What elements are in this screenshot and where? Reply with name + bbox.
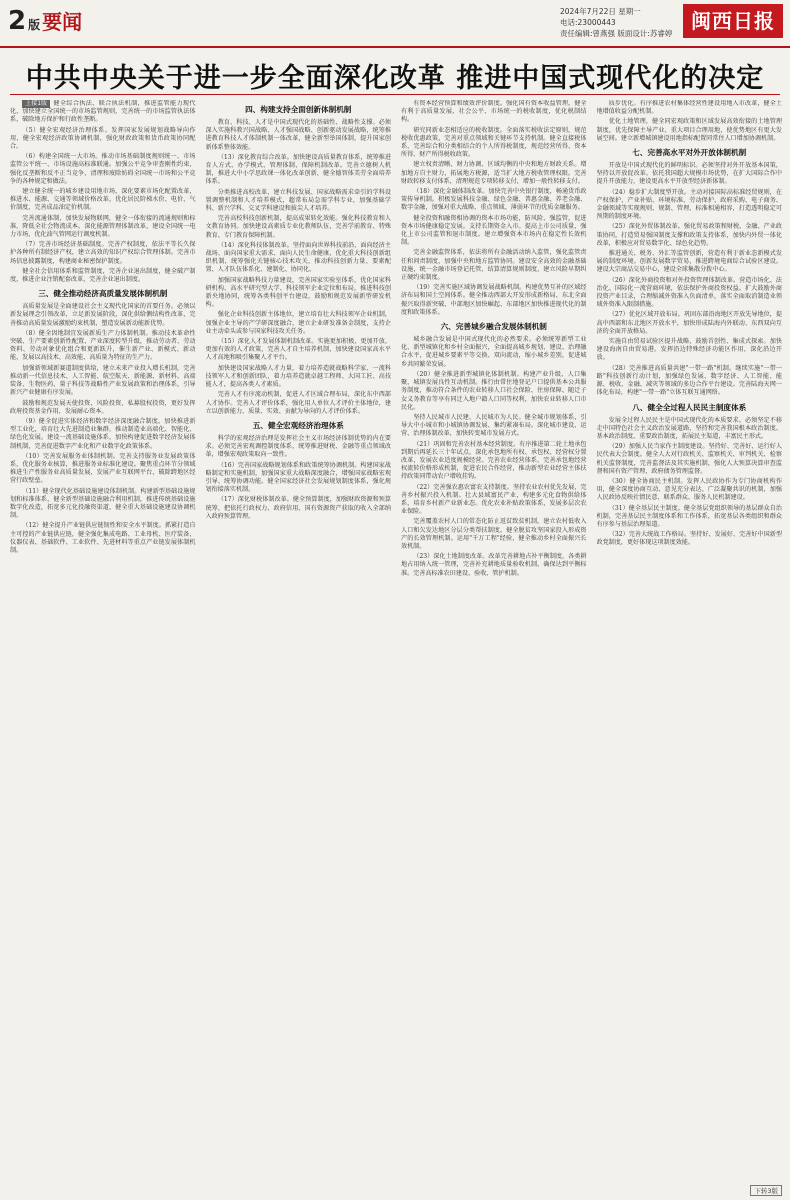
paragraph-text: 研究同新业态相适应的税收制度。全面落实税收法定原则，规范税收优惠政策，完善对重点领域和关键环节支持机制。健全直接税体系，完善综合和分类相结合的个人所得税制度，规范经营所得、资本所得、财产所得税收政策。	[401, 126, 587, 159]
article-paragraph	[10, 100, 196, 125]
article-paragraph	[206, 338, 392, 363]
paragraph-text: （15）深化人才发展体制机制改革。实施更加积极、更加开放、更加有效的人才政策，完善人才自主培养机制，加快建设国家高水平人才高地和吸引集聚人才平台。	[205, 338, 391, 362]
paragraph-text: 建立健全统一的城乡建设用地市场，深化要素市场化配置改革，推进水、能源、交通等领域价格改革，优化居民阶梯水价、电价、气价制度，完善成品油定价机制。	[10, 188, 196, 212]
page-number: 2	[8, 6, 27, 36]
paragraph-text: （29）加强人民当家作主制度建设。坚持好、完善好、运行好人民代表大会制度。健全人大对行政机关、监察机关、审判机关、检察机关监督制度，完善监督法及其实施机制，强化人大预算决算审查监督和国有资产管理、政府债务管理监督。	[596, 443, 782, 475]
article-paragraph	[10, 215, 196, 240]
paragraph-text: （7）完善市场经济基础制度。完善产权制度，依法平等长久保护各种所有制经济产权，建立高效的知识产权综合管理体制。完善市场信息披露制度，构建商业秘密保护制度。	[10, 241, 196, 265]
article-paragraph	[597, 338, 783, 363]
paragraph-text: （31）健全基层民主制度。健全基层党组织领导的基层群众自治机制，完善基层民主制度体系和工作体系，拓宽基层各类组织和群众有序参与基层治理渠道。	[596, 504, 782, 528]
section-heading	[597, 403, 783, 413]
article-paragraph	[597, 531, 783, 547]
article-paragraph	[10, 330, 196, 363]
masthead	[0, 0, 790, 48]
paragraph-text: 完善金融监管体系，依法将所有金融活动纳入监管，强化监管责任和问责制度，加强中央和地方监管协同。建设安全高效的金融基础设施，统一金融市场登记托管、结算清算规则制度，建立风险早期纠正硬约束制度。	[401, 249, 587, 282]
paragraph-text: 加强新领域新赛道制度供给，建立未来产业投入增长机制，完善推动新一代信息技术、人工智能、航空航天、新能源、新材料、高端装备、生物医药、量子科技等战略性产业发展政策和治理体系，引导新兴产业健康有序发展。	[10, 364, 196, 397]
section-heading	[206, 421, 392, 431]
paragraph-text: 优化土地管理，健全同宏观政策和区域发展高效衔接的土地管理制度，优先保障主导产业、重大项目合理用地，使优势地区有更大发展空间。建立新增城镇建设用地指标配置同常住人口增加协调机制。	[596, 118, 782, 142]
article-paragraph	[10, 453, 196, 486]
article-column	[401, 100, 587, 1190]
paragraph-text: 完善人才有序流动机制，促进人才区域合理布局，深化东中西部人才协作。完善人才评价体系，强化用人单位人才评价主体地位，建立以创新能力、质量、实效、贡献为导向的人才评价体系。	[205, 391, 391, 415]
article-paragraph	[401, 161, 587, 186]
section-heading	[401, 322, 587, 332]
article-paragraph	[597, 162, 783, 187]
paragraph-text: 实施自由贸易试验区提升战略，鼓励首创性、集成式探索。加快建设海南自由贸易港。发挥沿边特殊经济功能区作用，深化沿边开放。	[596, 338, 782, 362]
article-paragraph	[597, 443, 783, 476]
article-paragraph	[597, 118, 783, 143]
article-paragraph	[401, 100, 587, 125]
article-paragraph	[206, 435, 392, 460]
paragraph-text: 城乡融合发展是中国式现代化的必然要求。必须统筹新型工业化、新型城镇化和乡村全面振兴，全面提高城乡规划、建设、治理融合水平，促进城乡要素平等交换、双向流动，缩小城乡差别，促进城乡共同繁荣发展。	[401, 336, 587, 368]
paragraph-text: 开放是中国式现代化的鲜明标识。必须坚持对外开放基本国策，坚持以开放促改革，依托我国超大规模市场优势，在扩大国际合作中提升开放能力，建设更高水平开放型经济新体制。	[596, 162, 782, 186]
article-paragraph	[206, 496, 392, 521]
paragraph-text: （20）健全推进新型城镇化体制机制。构建产业升级、人口集聚、城镇发展良性互动机制。推行由常住地登记户口提供基本公共服务制度，推动符合条件的农业转移人口社会保险、住房保障、随迁子女义务教育等享有同迁入地户籍人口同等权利，加快农业转移人口市民化。	[401, 370, 587, 411]
paragraph-text: （5）健全宏观经济治理体系。发挥国家发展规划战略导向作用，健全宏观经济政策协调机制，强化财政政策和货币政策协同配合。	[10, 126, 196, 151]
article-paragraph	[401, 518, 587, 551]
paragraph-text: （27）优化区域开放布局。巩固东部沿海地区开放先导地位，提高中西部和东北地区开放水平，加快形成陆海内外联动、东西双向互济的全面开放格局。	[596, 311, 782, 335]
paragraph-text: 五、健全宏观经济治理体系	[252, 420, 344, 430]
paragraph-text: 完善流通体制，加快发展物联网，健全一体衔接的流通规则和标准，降低全社会物流成本。深化能源管理体制改革，建设全国统一电力市场，优化油气管网运行调度机制。	[10, 214, 196, 239]
article-paragraph	[401, 441, 587, 482]
issue-editors: 责任编辑:曾燕强 版面设计:苏睿婷	[560, 29, 673, 38]
paragraph-text: （19）完善实施区域协调发展战略机制。构建优势互补的区域经济布局和国土空间体系。健全推动西部大开发形成新格局、东北全面振兴取得新突破、中部地区加快崛起、东部地区加快推进现代化的制度和政策体系。	[401, 284, 587, 316]
article-paragraph	[597, 100, 783, 116]
article-paragraph	[10, 522, 196, 555]
article-paragraph	[597, 223, 783, 248]
paragraph-text: 六、完善城乡融合发展体制机制	[440, 322, 547, 332]
article-paragraph	[206, 277, 392, 310]
article-paragraph	[597, 277, 783, 310]
article-paragraph	[10, 241, 196, 266]
paragraph-text: 完善高校科技创新机制，提高成果转化效能。强化科技教育和人文教育协同。加快建设高素质专业化教师队伍，完善学前教育、特殊教育、专门教育保障机制。	[205, 215, 391, 239]
paragraph-text: （14）深化科技体制改革。坚持面向世界科技前沿、面向经济主战场、面向国家重大需求、面向人民生命健康，优化重大科技创新组织机制，统筹强化关键核心技术攻关，推动科技创新力量、要素配置、人才队伍体系化、建制化、协同化。	[205, 241, 391, 274]
article-paragraph	[206, 391, 392, 416]
article-columns	[10, 100, 782, 1190]
article-paragraph	[401, 249, 587, 282]
article-column	[206, 100, 392, 1190]
paragraph-text: 健全社会信用体系和监管制度，完善企业退出制度，健全破产制度，推进企业注销配套改革，完善企业退出制度。	[10, 267, 196, 284]
article-paragraph	[401, 553, 587, 578]
paragraph-text: 健全投资和融资相协调的资本市场功能，防风险、强监管，促进资本市场健康稳定发展。支持长期资金入市。提高上市公司质量，强化上市公司监管和退市制度。建立增强资本市场内在稳定性长效机制。	[401, 214, 587, 247]
article-paragraph	[10, 127, 196, 152]
article-paragraph	[401, 484, 587, 517]
article-paragraph	[10, 365, 196, 398]
section-name: 要闻	[42, 10, 83, 34]
article-paragraph	[206, 242, 392, 275]
article-paragraph	[206, 154, 392, 187]
section-heading	[597, 148, 783, 158]
paragraph-text: 建立权责清晰、财力协调、区域均衡的中央和地方财政关系。增加地方自主财力，拓展地方税源，适当扩大地方税收管理权限。完善财政转移支付体系，清理规范专项转移支付，增加一般性转移支付。	[401, 161, 587, 185]
article-paragraph	[10, 188, 196, 213]
article-column	[597, 100, 783, 1190]
paragraph-text: （17）深化财税体制改革。健全预算制度，加强财政资源和预算统筹，把依托行政权力、政府信用、国有资源资产获取的收入全部纳入政府预算管理。	[205, 496, 391, 520]
article-paragraph	[206, 365, 392, 390]
article-paragraph	[10, 400, 196, 416]
article-paragraph	[10, 268, 196, 284]
paragraph-text: （22）完善强农惠农富农支持制度。坚持农业农村优先发展，完善乡村振兴投入机制。壮大县域富民产业，构建多元化食物供给体系，培育乡村新产业新业态。优化农业补贴政策体系，发展多层次农业保险。	[401, 483, 587, 516]
continued-on-tag: 下转3版	[750, 1185, 782, 1196]
paragraph-text: （26）深化外商投资和对外投资管理体制改革。营造市场化、法治化、国际化一流营商环境，依法保护外商投资权益。扩大鼓励外商投资产业目录，合理缩减外资准入负面清单，落实全面取消制造业领域外资准入限制措施。	[596, 276, 782, 309]
article-paragraph	[401, 371, 587, 412]
paragraph-text: （28）完善推进高质量共建"一带一路"机制。继续实施"一带一路"科技创新行动计划，加强绿色发展、数字经济、人工智能、能源、税收、金融、减灾等领域的多边合作平台建设。完善陆海天网一体化布局，构建"一带一路"立体互联互通网络。	[596, 364, 782, 397]
paragraph-text: 八、健全全过程人民民主制度体系	[632, 402, 747, 412]
paragraph-text: （12）健全提升产业链供应链韧性和安全水平制度。抓紧打造自主可控的产业链供应链，健全强化集成电路、工业母机、医疗装备、仪器仪表、基础软件、工业软件、先进材料等重点产业链发展体制机制。	[10, 522, 196, 554]
article-paragraph	[401, 127, 587, 160]
paragraph-text: 科学的宏观经济治理是发挥社会主义市场经济体制优势的内在要求。必须完善宏观调控制度体系，统筹推进财税、金融等重点领域改革，增强宏观政策取向一致性。	[205, 434, 391, 459]
article-paragraph	[597, 311, 783, 336]
article-paragraph	[401, 215, 587, 248]
article-paragraph	[597, 417, 783, 442]
article-paragraph	[206, 119, 392, 152]
article-paragraph	[597, 505, 783, 530]
paragraph-text: 推进通关、税务、外汇等监管创新，营造有利于新业态新模式发展的制度环境。创新发展数字贸易，推进跨境电商综合试验区建设。建设大宗商品交易中心，建设全球集散分拨中心。	[596, 250, 782, 274]
paragraph-text: 质步优化。有序推进农村集体经营性建设用地入市改革，健全土地增值收益分配机制。	[596, 100, 782, 116]
paragraph-text: （10）完善发展服务业体制机制。完善支持服务业发展政策体系，优化服务业核算，推进服务业标准化建设。聚焦重点环节分领域推进生产性服务业高质量发展，发展产业互联网平台，破除跨地区经营行政壁垒。	[10, 452, 196, 485]
headline-divider	[10, 94, 780, 95]
paragraph-text: 加强国家战略科技力量建设，完善国家实验室体系，优化国家科研机构、高水平研究型大学、科技领军企业定位和布局，推进科技创新央地协同，统筹各类科创平台建设，鼓励和规范发展新型研发机构。	[205, 276, 391, 309]
article-paragraph	[401, 414, 587, 439]
article-paragraph	[597, 189, 783, 222]
paragraph-text: 七、完善高水平对外开放体制机制	[632, 148, 747, 158]
paragraph-text: 高质量发展是全面建设社会主义现代化国家的首要任务。必须以新发展理念引领改革，立足新发展阶段，深化供给侧结构性改革，完善推动高质量发展激励约束机制，塑造发展新动能新优势。	[10, 303, 196, 327]
article-paragraph	[401, 284, 587, 317]
paragraph-text: 有资本经营预算和绩效评价制度。强化国有资本收益管理，健全有利于高质量发展、社会公平、市场统一的税收制度，优化税制结构。	[401, 100, 587, 124]
article-paragraph	[10, 153, 196, 186]
paragraph-text: （6）构建全国统一大市场。推动市场基础制度规则统一、市场监管公平统一、市场设施高标准联通。加强公平竞争审查刚性约束，强化反垄断和反不正当竞争，清理和废除妨碍全国统一市场和公平竞争的各种规定和做法。	[10, 153, 196, 185]
article-paragraph	[206, 189, 392, 214]
paragraph-text: （25）深化外贸体制改革。强化贸易政策和财税、金融、产业政策协同，打造贸易强国制度支撑和政策支持体系，加快内外贸一体化改革，积极应对贸易数字化、绿色化趋势。	[596, 223, 782, 247]
paragraph-text: （13）深化教育综合改革。加快建设高质量教育体系，统筹推进育人方式、办学模式、管理体制、保障机制改革。完善立德树人机制，推进大中小学思政课一体化改革创新，健全德智体美劳全面培养体系。	[205, 153, 391, 186]
paragraph-text: （11）健全现代化基础设施建设体制机制。构建新型基础设施规划和标准体系，健全新型基础设施融合利用机制，推进传统基础设施数字化改造，拓宽多元化投融资渠道，健全重大基础设施建设协调机制。	[10, 487, 196, 520]
article-paragraph	[597, 250, 783, 275]
paragraph-text: （8）健全因地制宜发展新质生产力体制机制。推动技术革命性突破、生产要素创新性配置、产业深度转型升级，推动劳动者、劳动资料、劳动对象优化组合和更新跃升，催生新产业、新模式、新动能，发展以高技术、高效能、高质量为特征的生产力。	[10, 329, 196, 362]
paragraph-text: 发展全过程人民民主是中国式现代化的本质要求。必须坚定不移走中国特色社会主义政治发展道路，坚持和完善我国根本政治制度、基本政治制度、重要政治制度，拓展民主渠道，丰富民主形式。	[596, 416, 782, 440]
section-heading	[206, 105, 392, 115]
paragraph-text: （16）完善国家战略规划体系和政策统筹协调机制。构建国家战略制定和实施机制，加强国家重大战略深度融合，增强国家战略宏观引导、统筹协调功能。健全国家经济社会发展规划制度体系，强化规划衔接落实机制。	[205, 461, 391, 494]
article-paragraph	[206, 215, 392, 240]
issue-phone: 电话:23000443	[560, 18, 616, 27]
article-paragraph	[10, 488, 196, 521]
paragraph-text: 教育、科技、人才是中国式现代化的基础性、战略性支撑。必须深入实施科教兴国战略、人才强国战略、创新驱动发展战略，统筹推进教育科技人才体制机制一体改革，健全新型举国体制，提升国家创新体系整体效能。	[205, 119, 391, 151]
article-column	[10, 100, 196, 1190]
paragraph-text: 加快建设国家战略人才力量，着力培养造就战略科学家、一流科技领军人才和创新团队，着力培养造就卓越工程师、大国工匠、高技能人才，提高各类人才素质。	[205, 364, 391, 389]
paragraph-text: 坚持人民城市人民建、人民城市为人民。健全城市规划体系，引导大中小城市和小城镇协调发展、集约紧凑布局。深化城市建设、运营、治理体制改革，加快转变城市发展方式。	[401, 413, 587, 438]
paragraph-text: 分类推进高校改革，建立科技发展、国家战略需求牵引的学科设置调整机制和人才培养模式，超常布局急需学科专业，加强基础学科、新兴学科、交叉学科建设和拔尖人才培养。	[205, 188, 391, 213]
article-paragraph	[401, 336, 587, 369]
page-number-label	[8, 6, 82, 36]
continued-from-tag: 上接1版	[22, 100, 50, 108]
article-paragraph	[597, 365, 783, 398]
paragraph-text: 鼓励和规范发展天使投资、风险投资、私募股权投资，更好发挥政府投资基金作用，发展耐心资本。	[10, 399, 196, 415]
newspaper-logo: 闽西日报	[683, 4, 783, 38]
page-headline: 中共中央关于进一步全面深化改革 推进中国式现代化的决定	[25, 63, 765, 94]
paragraph-text: （24）稳步扩大制度型开放。主动对接国际高标准经贸规则，在产权保护、产业补贴、环境标准、劳动保护、政府采购、电子商务、金融领域等实现规则、规制、管理、标准相通相容，打造透明稳定可预期的制度环境。	[596, 188, 782, 221]
paragraph-text: 四、构建支持全面创新体制机制	[245, 105, 352, 114]
article-paragraph	[206, 462, 392, 495]
paragraph-text: 健全综合执法、联合执法机制，推进监管能力现代化，加快建立全国统一的市场监管规则，完善统一的市场监管执法体系，破除地方保护和行政性垄断。	[10, 100, 196, 124]
paragraph-text: 三、健全推动经济高质量发展体制机制	[38, 289, 168, 299]
paragraph-text: 强化企业科技创新主体地位，建立培育壮大科技领军企业机制，加强企业主导的产学研深度融合，建立企业研发准备金制度，支持企业主动牵头或参与国家科技攻关任务。	[205, 311, 391, 335]
article-paragraph	[206, 311, 392, 336]
issue-date: 2024年7月22日 星期一	[560, 7, 641, 16]
page-unit: 版	[28, 18, 41, 32]
paragraph-text: （30）健全协商民主机制。发挥人民政协作为专门协商机构作用，健全深度协商互动、意见充分表达、广泛凝聚共识的机制，加强人民政协反映社情民意、联系群众、服务人民机制建设。	[596, 477, 782, 502]
paragraph-text: （18）深化金融体制改革。加快完善中央银行制度，畅通货币政策传导机制。积极发展科技金融、绿色金融、普惠金融、养老金融、数字金融，加强对重大战略、重点领域、薄弱环节的优质金融服务。	[401, 188, 587, 212]
article-paragraph	[10, 418, 196, 451]
paragraph-text: （32）完善大统战工作格局。坚持好、发展好、完善好中国新型政党制度，更好体现这项制度效能。	[596, 531, 782, 547]
article-paragraph	[10, 303, 196, 328]
issue-meta	[560, 6, 672, 39]
paragraph-text: （23）深化土地制度改革。改革完善耕地占补平衡制度，各类耕地占用纳入统一管理，完善补充耕地质量验收机制，确保达到平衡标准。完善高标准农田建设、验收、管护机制。	[401, 553, 587, 577]
paragraph-text: 完善覆盖农村人口的常态化防止返贫致贫机制，建立农村低收入人口和欠发达地区分层分类帮扶制度。健全脱贫攻坚国家投入形成资产的长效管理机制。运用"千万工程"经验，健全推动乡村全面振兴长效机制。	[401, 518, 587, 550]
article-paragraph	[597, 478, 783, 503]
paragraph-text: （21）巩固和完善农村基本经营制度。有序推进第二轮土地承包到期后再延长三十年试点，深化承包地所有权、承包权、经营权分置改革，发展农业适度规模经营。完善农业经营体系，完善承包地经营权流转价格形成机制，促进农民合作经营，推动新型农业经营主体扶持政策同带动农户增收挂钩。	[401, 440, 587, 481]
section-heading	[10, 289, 196, 299]
article-paragraph	[401, 188, 587, 213]
paragraph-text: （9）健全促进实体经济和数字经济深度融合制度。加快推进新型工业化，培育壮大先进制造业集群，推动制造业高端化、智能化、绿色化发展。建设一流基础设施体系，加快构建促进数字经济发展体制机制，完善促进数字产业化和产业数字化政策体系。	[10, 417, 196, 450]
